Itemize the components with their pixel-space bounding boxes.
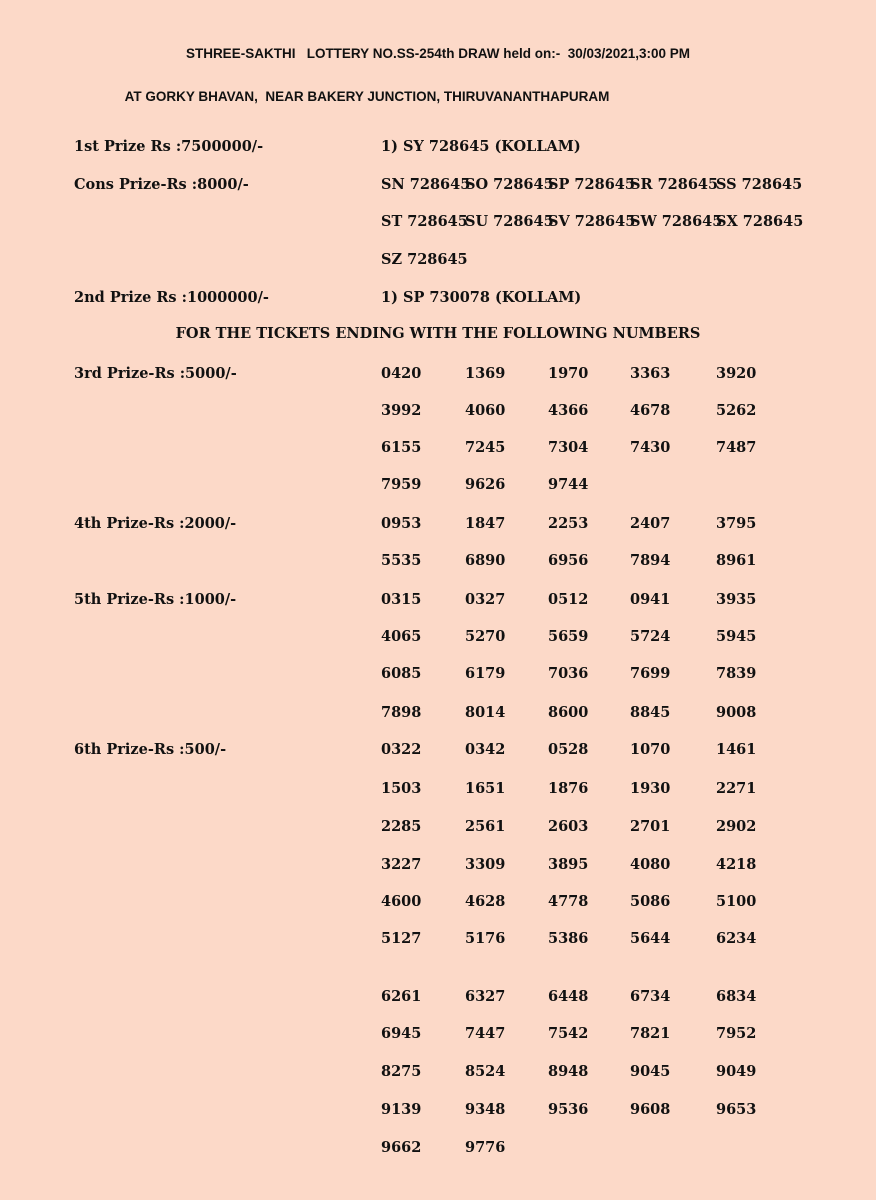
ticket-number: 8014	[465, 704, 506, 721]
ticket-number: 2253	[548, 515, 589, 532]
ticket-number: 2285	[381, 818, 422, 835]
ticket-number: 2701	[630, 818, 671, 835]
cons-ticket: SP 728645	[548, 176, 635, 193]
ticket-number: 6834	[716, 988, 757, 1005]
ticket-number: 3920	[716, 365, 757, 382]
ticket-number: 0941	[630, 591, 671, 608]
section-heading: FOR THE TICKETS ENDING WITH THE FOLLOWING NUMBERS	[175, 325, 701, 342]
ticket-number: 4628	[465, 893, 506, 910]
ticket-number: 9776	[465, 1139, 506, 1156]
ticket-number: 6945	[381, 1025, 422, 1042]
ticket-number: 7487	[716, 439, 757, 456]
sixth-prize-label: 6th Prize-Rs :500/-	[74, 741, 227, 758]
ticket-number: 3992	[381, 402, 422, 419]
ticket-number: 1503	[381, 780, 422, 797]
cons-ticket: SR 728645	[630, 176, 719, 193]
ticket-number: 9008	[716, 704, 757, 721]
ticket-number: 5100	[716, 893, 757, 910]
ticket-number: 4065	[381, 628, 422, 645]
ticket-number: 4366	[548, 402, 589, 419]
ticket-number: 2902	[716, 818, 757, 835]
ticket-number: 7245	[465, 439, 506, 456]
ticket-number: 7036	[548, 665, 589, 682]
ticket-number: 7699	[630, 665, 671, 682]
fourth-prize-label: 4th Prize-Rs :2000/-	[74, 515, 237, 532]
cons-ticket: ST 728645	[381, 213, 468, 230]
ticket-number: 1651	[465, 780, 506, 797]
ticket-number: 7304	[548, 439, 589, 456]
ticket-number: 5659	[548, 628, 589, 645]
ticket-number: 5086	[630, 893, 671, 910]
ticket-number: 7821	[630, 1025, 671, 1042]
ticket-number: 8524	[465, 1063, 506, 1080]
ticket-number: 4218	[716, 856, 757, 873]
ticket-number: 6155	[381, 439, 422, 456]
cons-ticket: SV 728645	[548, 213, 636, 230]
ticket-number: 2407	[630, 515, 671, 532]
ticket-number: 0420	[381, 365, 422, 382]
cons-ticket: SN 728645	[381, 176, 471, 193]
ticket-number: 6261	[381, 988, 422, 1005]
ticket-number: 0953	[381, 515, 422, 532]
ticket-number: 1369	[465, 365, 506, 382]
ticket-number: 9045	[630, 1063, 671, 1080]
ticket-number: 5386	[548, 930, 589, 947]
ticket-number: 9653	[716, 1101, 757, 1118]
first-prize-label: 1st Prize Rs :7500000/-	[74, 138, 264, 155]
ticket-number: 7839	[716, 665, 757, 682]
ticket-number: 3795	[716, 515, 757, 532]
ticket-number: 2271	[716, 780, 757, 797]
ticket-number: 0315	[381, 591, 422, 608]
first-prize-value: 1) SY 728645 (KOLLAM)	[381, 138, 581, 155]
ticket-number: 4060	[465, 402, 506, 419]
ticket-number: 5945	[716, 628, 757, 645]
cons-ticket: SO 728645	[465, 176, 554, 193]
ticket-number: 7898	[381, 704, 422, 721]
ticket-number: 8275	[381, 1063, 422, 1080]
ticket-number: 6734	[630, 988, 671, 1005]
ticket-number: 2603	[548, 818, 589, 835]
ticket-number: 3363	[630, 365, 671, 382]
cons-ticket: SZ 728645	[381, 251, 468, 268]
ticket-number: 8948	[548, 1063, 589, 1080]
ticket-number: 5127	[381, 930, 422, 947]
ticket-number: 7542	[548, 1025, 589, 1042]
ticket-number: 6179	[465, 665, 506, 682]
ticket-number: 6234	[716, 930, 757, 947]
ticket-number: 9049	[716, 1063, 757, 1080]
ticket-number: 2561	[465, 818, 506, 835]
ticket-number: 1876	[548, 780, 589, 797]
ticket-number: 7952	[716, 1025, 757, 1042]
ticket-number: 5644	[630, 930, 671, 947]
ticket-number: 8600	[548, 704, 589, 721]
cons-ticket: SS 728645	[716, 176, 803, 193]
ticket-number: 4600	[381, 893, 422, 910]
ticket-number: 0528	[548, 741, 589, 758]
ticket-number: 1970	[548, 365, 589, 382]
second-prize-label: 2nd Prize Rs :1000000/-	[74, 289, 269, 306]
ticket-number: 9626	[465, 476, 506, 493]
draw-title: STHREE-SAKTHI LOTTERY NO.SS-254th DRAW held on:- 30/03/2021,3:00 PM	[185, 46, 691, 61]
ticket-number: 1847	[465, 515, 506, 532]
ticket-number: 5176	[465, 930, 506, 947]
ticket-number: 4778	[548, 893, 589, 910]
ticket-number: 0322	[381, 741, 422, 758]
ticket-number: 7959	[381, 476, 422, 493]
cons-ticket: SU 728645	[465, 213, 554, 230]
ticket-number: 1070	[630, 741, 671, 758]
cons-prize-label: Cons Prize-Rs :8000/-	[74, 176, 249, 193]
ticket-number: 3309	[465, 856, 506, 873]
ticket-number: 7447	[465, 1025, 506, 1042]
ticket-number: 5270	[465, 628, 506, 645]
ticket-number: 3935	[716, 591, 757, 608]
ticket-number: 6890	[465, 552, 506, 569]
ticket-number: 4678	[630, 402, 671, 419]
ticket-number: 9744	[548, 476, 589, 493]
ticket-number: 1461	[716, 741, 757, 758]
third-prize-label: 3rd Prize-Rs :5000/-	[74, 365, 237, 382]
ticket-number: 6956	[548, 552, 589, 569]
ticket-number: 5262	[716, 402, 757, 419]
ticket-number: 0342	[465, 741, 506, 758]
ticket-number: 1930	[630, 780, 671, 797]
draw-venue: AT GORKY BHAVAN, NEAR BAKERY JUNCTION, THIRUVANANTHAPURAM	[124, 89, 610, 104]
ticket-number: 9139	[381, 1101, 422, 1118]
ticket-number: 5724	[630, 628, 671, 645]
ticket-number: 7430	[630, 439, 671, 456]
ticket-number: 3895	[548, 856, 589, 873]
ticket-number: 9348	[465, 1101, 506, 1118]
ticket-number: 6448	[548, 988, 589, 1005]
ticket-number: 9536	[548, 1101, 589, 1118]
second-prize-value: 1) SP 730078 (KOLLAM)	[381, 289, 582, 306]
cons-ticket: SX 728645	[716, 213, 804, 230]
ticket-number: 0512	[548, 591, 589, 608]
cons-ticket: SW 728645	[630, 213, 723, 230]
ticket-number: 0327	[465, 591, 506, 608]
ticket-number: 6327	[465, 988, 506, 1005]
ticket-number: 5535	[381, 552, 422, 569]
ticket-number: 6085	[381, 665, 422, 682]
ticket-number: 4080	[630, 856, 671, 873]
fifth-prize-label: 5th Prize-Rs :1000/-	[74, 591, 237, 608]
ticket-number: 9608	[630, 1101, 671, 1118]
ticket-number: 8961	[716, 552, 757, 569]
ticket-number: 7894	[630, 552, 671, 569]
ticket-number: 9662	[381, 1139, 422, 1156]
ticket-number: 8845	[630, 704, 671, 721]
ticket-number: 3227	[381, 856, 422, 873]
